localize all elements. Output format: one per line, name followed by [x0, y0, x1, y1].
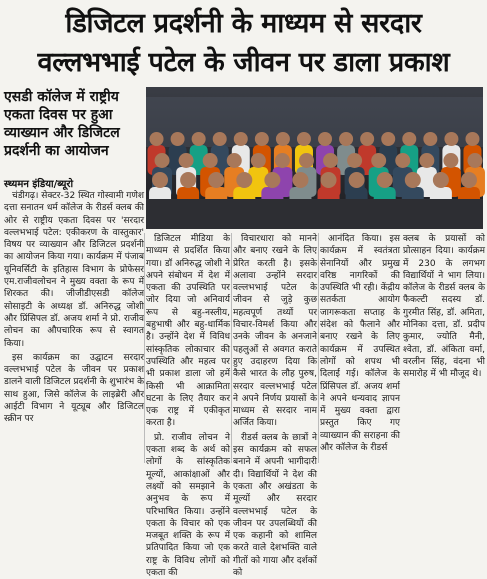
- person-head: [203, 153, 218, 168]
- person-head: [251, 153, 266, 168]
- person-head: [234, 132, 248, 146]
- person-head: [467, 153, 482, 168]
- person-head: [461, 172, 477, 188]
- person-head: [180, 172, 196, 188]
- person-head: [299, 153, 314, 168]
- person-head: [405, 172, 421, 188]
- paragraph: विचारधारा को मानने और बनाए रखने के लिए प्रेरित करती है। इसके अलावा उन्होंने सरदार वल्लभभाई पटेल के जीवन से जुड़े कुछ महत्वपूर्ण तथ्यों पर विचार-विमर्श किया और उनके जीवन के अनजाने पहलुओं से अवगत कराते हुए उदाहरण दिया कि कैसे भारत के लौह पुरुष, सरदार वल्लभभाई पटेल ने अपने निर्णय प्रयासों के माध्यम से सरदार नाम अर्जित किया।: [233, 234, 317, 429]
- person-head: [192, 132, 206, 146]
- group-photo: [146, 87, 483, 229]
- person-head: [402, 132, 416, 146]
- person-head: [236, 172, 252, 188]
- article-column-2: [146, 233, 230, 579]
- person-head: [152, 172, 168, 188]
- person-head: [349, 172, 365, 188]
- headline-line-2: वल्लभभाई पटेल के जीवन पर डाला प्रकाश: [37, 47, 450, 78]
- subheadline: एसडी कॉलेज में राष्ट्रीय एकता दिवस पर हुआ व्याख्यान और डिजिटल प्रदर्शनी का आयोजन: [4, 89, 120, 159]
- article-column-3: [233, 233, 317, 579]
- paragraph: चंडीगढ़। सेक्टर-32 स्थित गोस्वामी गणेश दत्ता सनातन धर्म कॉलेज के रीडर्स क्लब की ओर से राष्ट्रीय एकता दिवस पर 'सरदार वल्लभभाई पटेल: एकीकरण के वास्तुकार' विषय पर व्याख्यान और डिजिटल प्रदर्शनी का आयोजन किया गया। कार्यक्रम में पंजाब यूनिवर्सिटी के इतिहास विभाग के प्रोफेसर एम.राजीवलोचन ने मुख्य वक्ता के रूप में शिरकत की। जीजीडीएसडी कॉलेज सोसाइटी के अध्यक्ष डॉ. अनिरुद्ध जोशी और प्रिंसिपल डॉ. अजय शर्मा ने प्रो. राजीव लोचन का औपचारिक रूप से स्वागत किया।: [4, 191, 144, 349]
- column-divider: [144, 233, 145, 463]
- person-head: [275, 153, 290, 168]
- person-head: [433, 172, 449, 188]
- headline-line-1: डिजिटल प्रदर्शनी के माध्यम से सरदार: [65, 8, 422, 39]
- person-head: [321, 172, 337, 188]
- person-head: [443, 153, 458, 168]
- person-head: [179, 153, 194, 168]
- column-divider: [318, 233, 319, 463]
- person-head: [264, 172, 280, 188]
- article-column-4: [320, 233, 400, 465]
- person-head: [213, 132, 227, 146]
- person-head: [465, 132, 479, 146]
- person-head: [347, 153, 362, 168]
- paragraph: डिजिटल मीडिया के माध्यम से प्रदर्शित किया गया। डॉ अनिरुद्ध जोशी ने अपने संबोधन में देश में एकता की उपस्थिति पर जोर दिया जो अनिवार्य रूप से बहु-नस्लीय, बहुभाषी और बहु-धार्मिक है। उन्होंने देश में विविध सांस्कृतिक लोकाचार की उपस्थिति और महत्व पर भी प्रकाश डाला जो हमें किसी भी आक्रामिता घटना के लिए तैयार कर एक राष्ट्र में एकीकृत करता है।: [146, 234, 230, 429]
- person-head: [155, 153, 170, 168]
- paragraph: आनंदित किया। इस कार्यक्रम में स्वतंत्रता सेनानियों और प्रमुख वरिष्ठ नागरिकों की उपस्थिति भी रही। केंद्रीय सतर्कता आयोग जागरूकता सप्ताह के संदेश को फैलाने और बनाए रखने के लिए कार्यक्रम में उपस्थित लोगों को शपथ भी दिलाई गई। कॉलेज के प्रिंसिपल डॉ. अजय शर्मा ने अपने धन्यवाद ज्ञापन में मुख्य वक्ता द्वारा प्रस्तुत किए गए व्याख्यान की सराहना की और कॉलेज के रीडर्स: [320, 234, 400, 454]
- person-head: [423, 132, 437, 146]
- article-column-5: [403, 233, 485, 465]
- paragraph: इस कार्यक्रम का उद्घाटन सरदार वल्लभभाई पटेल के जीवन पर प्रकाश डालने वाली डिजिटल प्रदर्शनी के शुभारंभ के साथ हुआ, जिसे कॉलेज के लाइब्रेरी और आईटी विभाग ने यूट्यूब और डिजिटल स्क्रीन पर: [4, 352, 144, 425]
- paragraph: प्रो. राजीव लोचन ने एकता शब्द के अर्थ को लोगों के सांस्कृतिक मूल्यों, आकांक्षाओं और लक्ष्यों को समझाने के अनुभव के रूप में परिभाषित किया। उन्होंने एकता के विचार को एक मजबूत शक्ति के रूप में प्रतिपादित किया जो एक राष्ट्र के विविध लोगों को एकता की: [146, 432, 230, 579]
- person-head: [292, 172, 308, 188]
- person-head: [150, 132, 164, 146]
- dateline: स्थ्यमन इंडिया/ब्यूरो: [4, 179, 74, 190]
- paragraph: रीडर्स क्लब के छात्रों ने इस कार्यक्रम को सफल बनाने में अपनी भागीदारी दी। विद्यार्थियों ने देश की एकता और अखंडता के मूल्यों और सरदार वल्लभभाई पटेल के जीवन पर उपलब्धियों की एक कहानी को शामिल करते वाले देशभक्ति वाले गीतों को गाया और दर्शकों को: [233, 432, 317, 579]
- person-head: [419, 153, 434, 168]
- person-head: [360, 132, 374, 146]
- person-head: [339, 132, 353, 146]
- person-head: [395, 153, 410, 168]
- person-head: [227, 153, 242, 168]
- person-head: [371, 153, 386, 168]
- column-divider: [231, 233, 232, 463]
- person-head: [276, 132, 290, 146]
- person-head: [323, 153, 338, 168]
- person-head: [171, 132, 185, 146]
- person-head: [381, 132, 395, 146]
- person-head: [318, 132, 332, 146]
- article-column-1: [4, 190, 144, 465]
- person-head: [297, 132, 311, 146]
- paragraph-continued: क्लब के प्रयासों को प्रोत्साहन दिया। कार्यक्रम में 230 के लगभग विद्यार्थियों ने भाग लिया। कॉलेज के रीडर्स क्लब के फैकल्टी सदस्य डॉ. गुरमीत सिंह, डॉ. अमिता, मोनिका दत्ता, डॉ. प्रदीप कुमार, ज्योति मैनी, श्वेता, डॉ. अंकिता वर्मा, वरलीन सिंह, वंदना भी समारोह में भी मौजूद थे।: [403, 234, 485, 380]
- person-head: [444, 132, 458, 146]
- group-photo-illustration: [146, 87, 483, 229]
- person-head: [208, 172, 224, 188]
- headline: [0, 4, 487, 82]
- person-head: [377, 172, 393, 188]
- person-head: [255, 132, 269, 146]
